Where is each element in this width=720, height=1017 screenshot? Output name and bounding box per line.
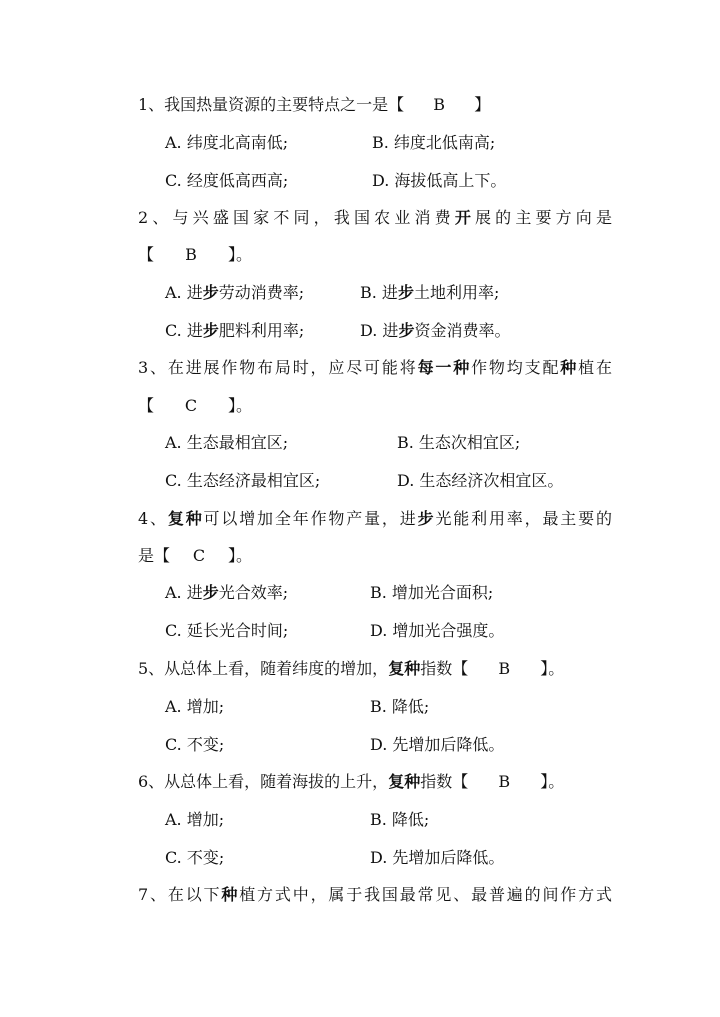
option-b: B. 生态次相宜区;: [397, 433, 521, 452]
answer: C: [192, 546, 206, 565]
answer: B: [433, 95, 446, 114]
option-c: C. 不变;: [165, 848, 225, 867]
bracket: 】。: [228, 546, 253, 565]
question-text: 2、与兴盛国家不同，我国农业消费: [138, 208, 455, 227]
answer: B: [498, 772, 511, 791]
question-text: 作物均支配: [471, 358, 561, 377]
bold-text: 每一种: [417, 358, 472, 377]
option-a: A. 增加;: [165, 810, 225, 829]
option-c: C. 延长光合时间;: [165, 621, 289, 640]
question-text: 1、我国热量资源的主要特点之一是【: [138, 95, 405, 114]
question-text: 展的主要方向是: [474, 208, 612, 227]
bold-char: 开: [454, 208, 475, 227]
bold-text: 复种: [167, 509, 204, 528]
bold-char: 种: [560, 358, 579, 377]
bracket: 【: [138, 396, 155, 415]
question-text: 3、在进展作物布局时，应尽可能将: [138, 358, 418, 377]
question-text: 6、从总体上看，随着海拔的上升，: [138, 772, 389, 791]
option-a: A. 进步光合效率;: [165, 583, 289, 602]
option-d: D. 先增加后降低。: [370, 735, 505, 754]
option-a: A. 纬度北高南低;: [165, 133, 289, 152]
bracket: 【: [138, 245, 155, 264]
bracket: 】。: [228, 396, 253, 415]
question-text: 光能利用率，最主要的: [435, 509, 612, 528]
question-text: 4、: [138, 509, 168, 528]
option-d: D. 海拔低高上下。: [372, 171, 507, 190]
option-d: D. 增加光合强度。: [370, 621, 505, 640]
question-text: 可以增加全年作物产量，进: [203, 509, 418, 528]
answer: B: [185, 245, 197, 264]
question-1: [138, 95, 490, 115]
bold-char: 种: [221, 885, 240, 904]
option-c: C. 生态经济最相宜区;: [165, 471, 321, 490]
question-text: 指数【: [420, 772, 469, 791]
bold-char: 步: [417, 509, 436, 528]
question-5: [138, 659, 564, 679]
option-a: A. 进步劳动消费率;: [165, 283, 305, 302]
question-3: [138, 358, 612, 378]
bracket: 】: [474, 95, 491, 114]
bracket: 】。: [228, 245, 253, 264]
bold-text: 复种: [388, 659, 421, 678]
question-text: 植方式中，属于我国最常见、最普遍的间作方式: [239, 885, 612, 904]
question-6: [138, 772, 564, 792]
bracket: 】。: [540, 659, 565, 678]
option-a: A. 生态最相宜区;: [165, 433, 289, 452]
bold-text: 复种: [388, 772, 421, 791]
option-b: B. 进步土地利用率;: [360, 283, 500, 302]
answer: B: [498, 659, 511, 678]
question-2-cont: [138, 245, 252, 265]
option-d: D. 进步资金消费率。: [360, 321, 511, 340]
option-a: A. 增加;: [165, 697, 225, 716]
answer: C: [184, 396, 198, 415]
question-7: [138, 885, 612, 905]
option-d: D. 生态经济次相宜区。: [397, 471, 564, 490]
option-b: B. 增加光合面积;: [370, 583, 494, 602]
question-4: [138, 509, 612, 529]
option-b: B. 降低;: [370, 697, 430, 716]
question-3-cont: [138, 396, 252, 416]
option-d: D. 先增加后降低。: [370, 848, 505, 867]
question-4-cont: [138, 546, 252, 566]
option-b: B. 纬度北低南高;: [372, 133, 496, 152]
question-text: 指数【: [420, 659, 469, 678]
option-b: B. 降低;: [370, 810, 430, 829]
option-c: C. 经度低高西高;: [165, 171, 289, 190]
question-2: [138, 208, 612, 228]
bracket: 是【: [138, 546, 171, 565]
question-text: 植在: [578, 358, 612, 377]
option-c: C. 进步肥料利用率;: [165, 321, 305, 340]
option-c: C. 不变;: [165, 735, 225, 754]
question-text: 5、从总体上看，随着纬度的增加，: [138, 659, 389, 678]
question-text: 7、在以下: [138, 885, 222, 904]
bracket: 】。: [540, 772, 565, 791]
